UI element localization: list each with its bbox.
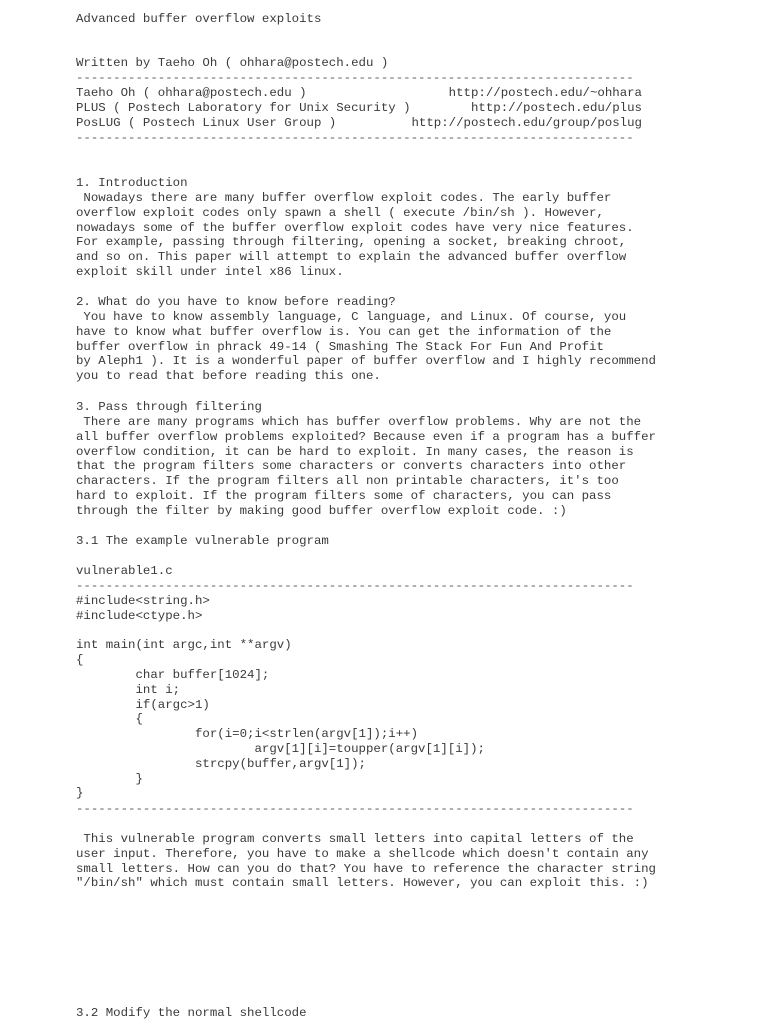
code-filename: vulnerable1.c bbox=[76, 564, 173, 578]
affiliation-url: http://postech.edu/group/poslug bbox=[411, 116, 642, 130]
code-rule-top: --------------------------------------------------------------------------- bbox=[76, 579, 634, 593]
author-line: Written by Taeho Oh ( ohhara@postech.edu ) bbox=[76, 56, 389, 70]
section-1-heading: 1. Introduction bbox=[76, 176, 188, 190]
section-3-text: There are many programs which has buffer overflow problems. Why are not the all buffer overflow problems exploited? Because even if a program has a buffer overflow condition, it can be hard to exploit. In many cases, the reason is that the program filters some characters or converts characters into other characters. If the program filters all non printable characters, it's too hard to exploit. If the program filters some of characters, you can pass through the filter by making good buffer overflow exploit code. :) bbox=[76, 415, 656, 518]
section-3-1-heading: 3.1 The example vulnerable program bbox=[76, 534, 329, 548]
section-2-heading: 2. What do you have to know before reading? bbox=[76, 295, 396, 309]
affiliation-name: Taeho Oh ( ohhara@postech.edu ) bbox=[76, 86, 307, 100]
section-3-heading: 3. Pass through filtering bbox=[76, 400, 262, 414]
document-title: Advanced buffer overflow exploits bbox=[76, 12, 322, 26]
header-rule-bottom: --------------------------------------------------------------------------- bbox=[76, 131, 634, 145]
header-rule-top: --------------------------------------------------------------------------- bbox=[76, 71, 634, 85]
section-1-text: Nowadays there are many buffer overflow exploit codes. The early buffer overflow exploit codes only spawn a shell ( execute /bin/sh ). However, nowadays some of the buffer overflow exploit codes have very nice features. For example, passing through filtering, opening a socket, breaking chroot, and so on. This paper will attempt to explain the advanced buffer overflow exploit skill under intel x86 linux. bbox=[76, 191, 634, 279]
affiliation-row bbox=[76, 101, 642, 116]
affiliation-name: PosLUG ( Postech Linux User Group ) bbox=[76, 116, 337, 130]
affiliation-row bbox=[76, 86, 642, 101]
affiliation-row bbox=[76, 116, 642, 131]
code-rule-bottom: --------------------------------------------------------------------------- bbox=[76, 802, 634, 816]
section-3-1-explanation: This vulnerable program converts small letters into capital letters of the user input. Therefore, you have to make a shellcode which doesn't contain any small letters. How can you do that? You have to reference the character string "/bin/sh" which must contain small letters. However, you can exploit this. :) bbox=[76, 832, 656, 891]
affiliation-url: http://postech.edu/plus bbox=[470, 101, 642, 115]
section-3-2-heading: 3.2 Modify the normal shellcode bbox=[76, 1006, 307, 1020]
code-listing: #include<string.h> #include<ctype.h> int main(int argc,int **argv) { char buffer[1024]; int i; if(argc>1) { for(i=0;i<strlen(argv[1]);i++) argv[1][i]=toupper(argv[1][i]); strcpy(buffer,argv[1]); } } bbox=[76, 594, 485, 801]
affiliation-url: http://postech.edu/~ohhara bbox=[448, 86, 642, 100]
section-2-text: You have to know assembly language, C language, and Linux. Of course, you have to know what buffer overflow is. You can get the information of the buffer overflow in phrack 49-14 ( Smashing The Stack For Fun And Profit by Aleph1 ). It is a wonderful paper of buffer overflow and I highly recommend you to read that before reading this one. bbox=[76, 310, 656, 384]
affiliation-name: PLUS ( Postech Laboratory for Unix Security ) bbox=[76, 101, 411, 115]
